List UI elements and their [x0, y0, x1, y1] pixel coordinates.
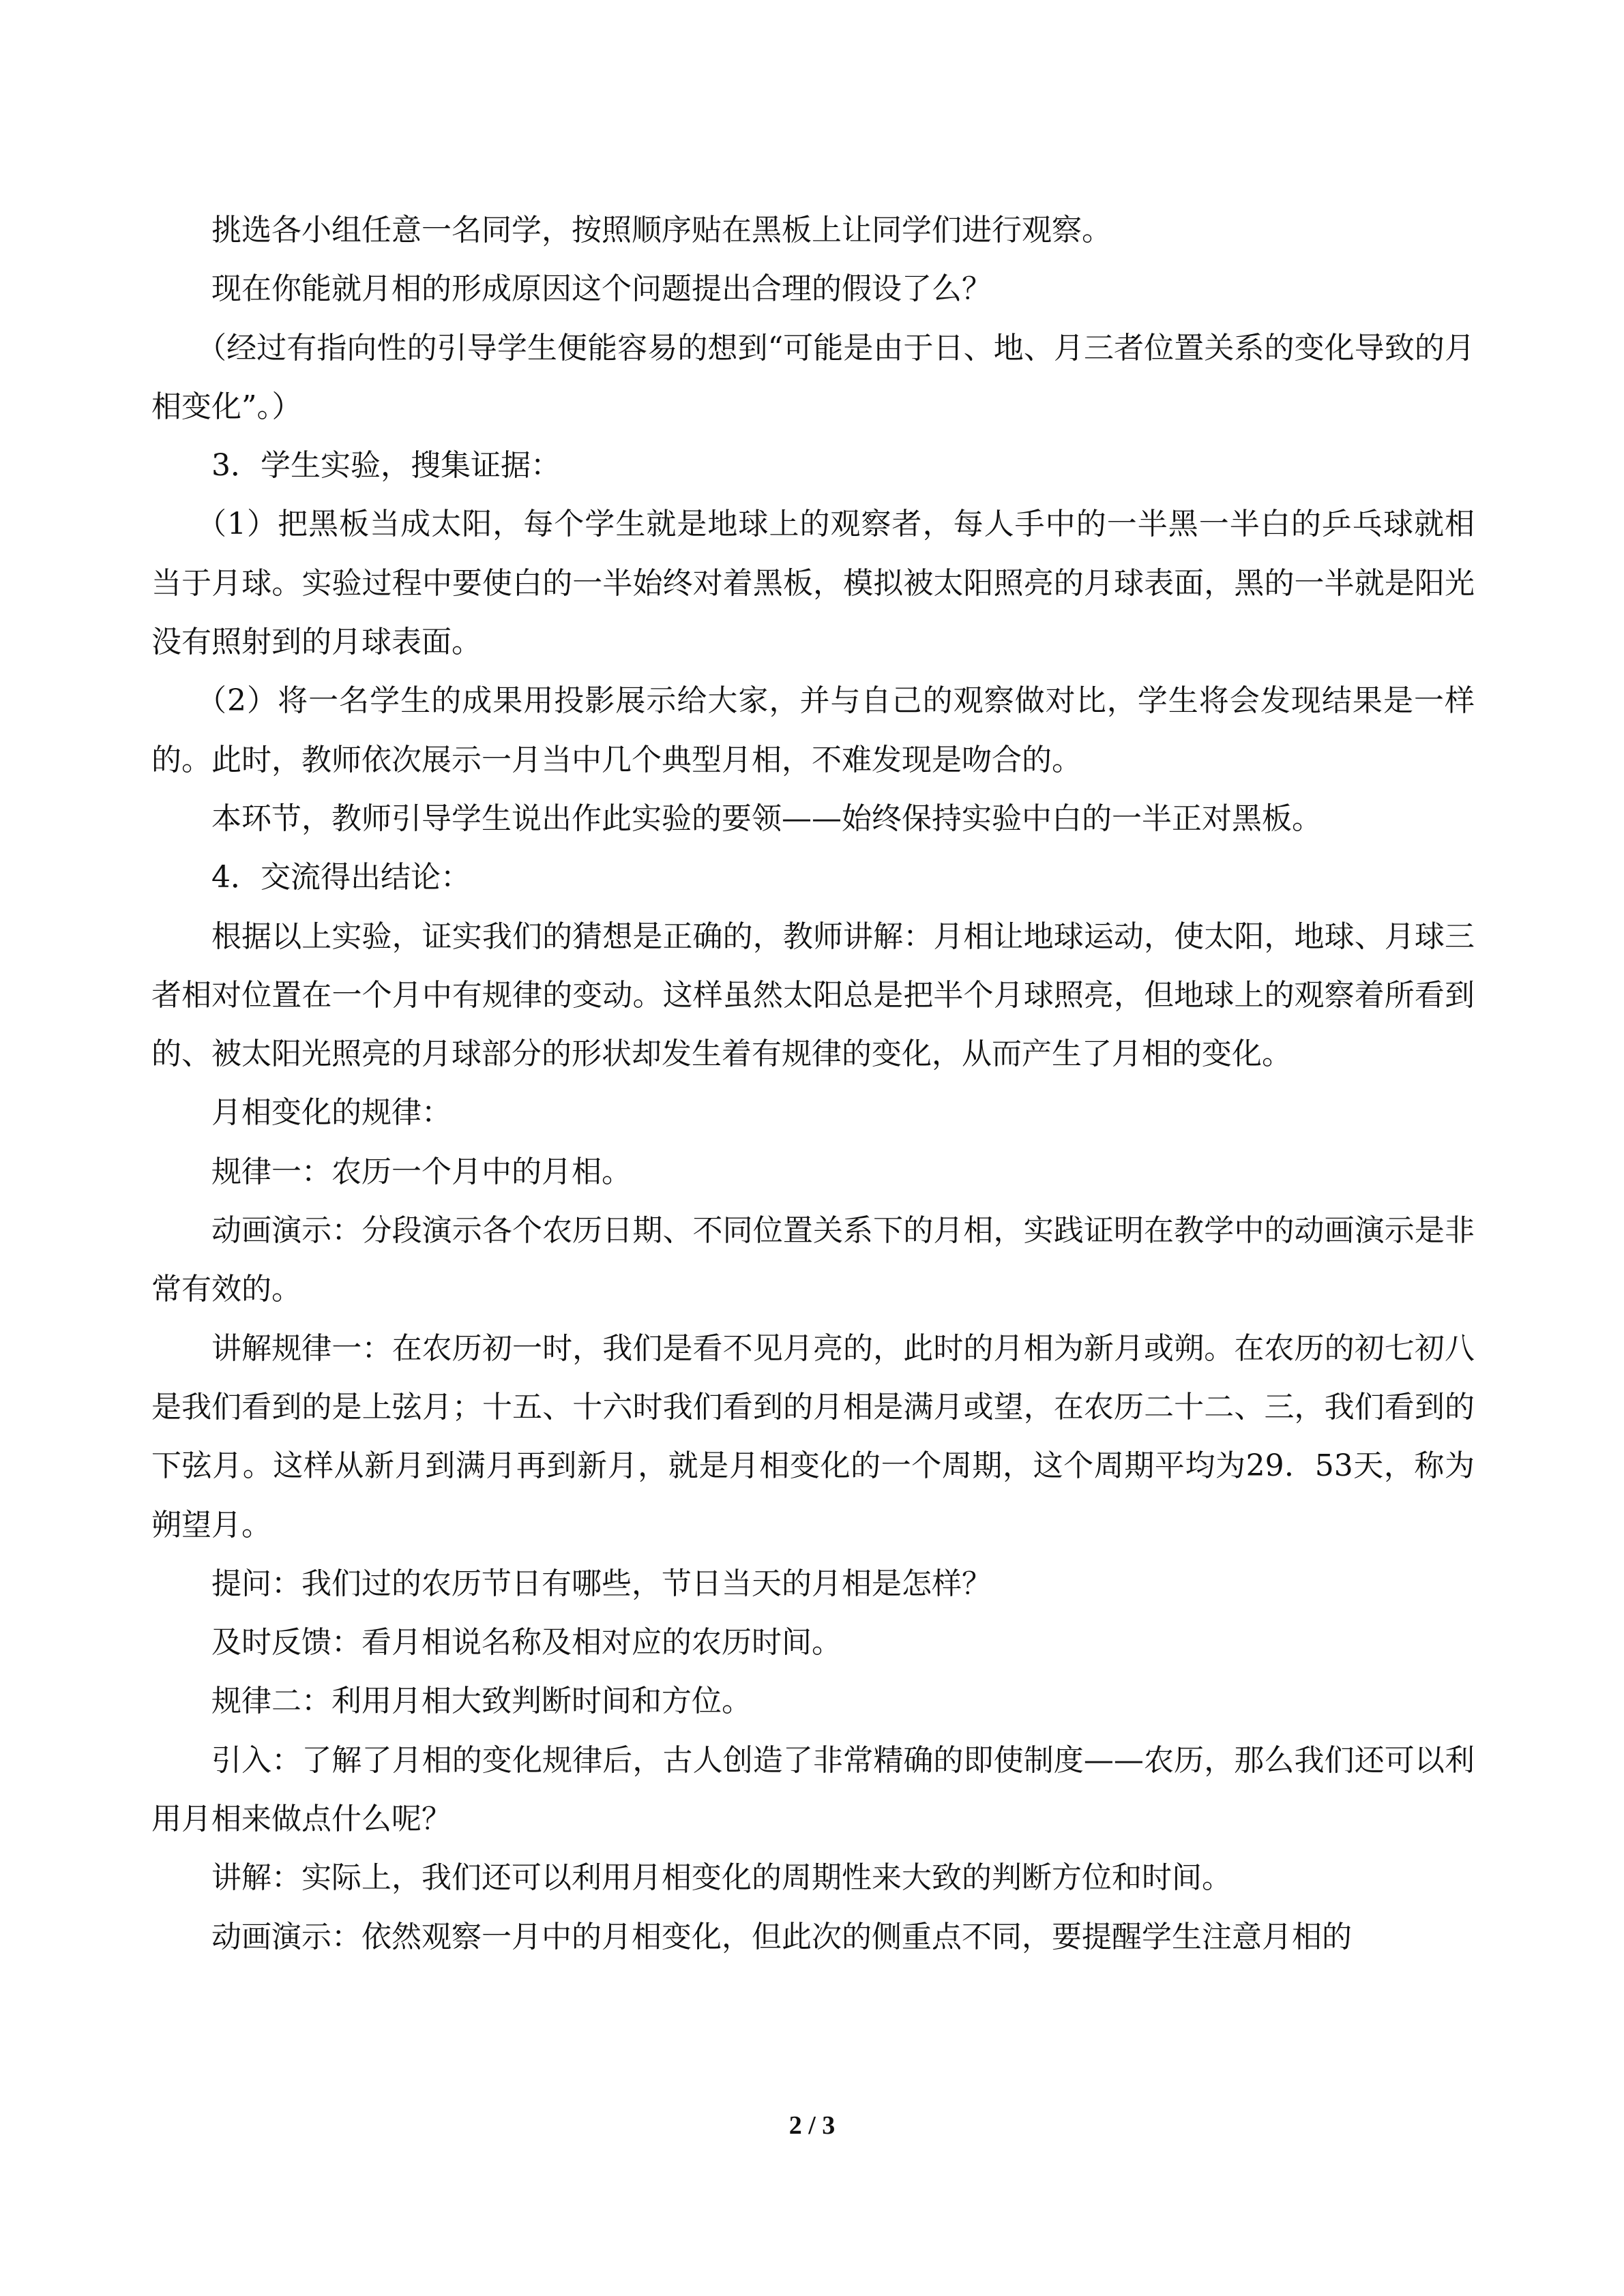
heading-conclusion: 4．交流得出结论： [211, 860, 471, 895]
heading-rule-two: 规律二：利用月相大致判断时间和方位。 [211, 1684, 752, 1719]
paragraph-introduction: 引入：了解了月相的变化规律后，古人创造了非常精确的即使制度——农历，那么我们还可以利用月相来做点什么呢？ [151, 1742, 1475, 1837]
paragraph-experiment-key-point: 本环节，教师引导学生说出作此实验的要领——始终保持实验中白的一半正对黑板。 [211, 801, 1322, 836]
paragraph-animation-demo-2: 动画演示：依然观察一月中的月相变化，但此次的侧重点不同，要提醒学生注意月相的 [211, 1919, 1352, 1954]
heading-student-experiment: 3．学生实验，搜集证据： [211, 448, 561, 483]
paragraph-rule-one-explanation: 讲解规律一：在农历初一时，我们是看不见月亮的，此时的月相为新月或朔。在农历的初七初八是我们看到的是上弦月；十五、十六时我们看到的月相是满月或望，在农历二十二、三，我们看到的下弦月。这样从新月到满月再到新月，就是月相变化的一个周期，这个周期平均为29．53天，称为朔望月。 [151, 1330, 1475, 1542]
paragraph-hypothesis-question: 现在你能就月相的形成原因这个问题提出合理的假设了么？ [211, 271, 992, 307]
paragraph-feedback: 及时反馈：看月相说名称及相对应的农历时间。 [211, 1625, 842, 1660]
page-number: 2 / 3 [788, 2111, 836, 2140]
heading-rule-one: 规律一：农历一个月中的月相。 [211, 1154, 632, 1189]
paragraph-conclusion-explanation: 根据以上实验，证实我们的猜想是正确的，教师讲解：月相让地球运动，使太阳，地球、月球三者相对位置在一个月中有规律的变动。这样虽然太阳总是把半个月球照亮，但地球上的观察着所看到的、被太阳光照亮的月球部分的形状却发生着有规律的变化，从而产生了月相的变化。 [151, 919, 1475, 1072]
paragraph-select-students: 挑选各小组任意一名同学，按照顺序贴在黑板上让同学们进行观察。 [211, 213, 1112, 248]
heading-lunar-phase-rules: 月相变化的规律： [211, 1095, 452, 1131]
paragraph-animation-demo-1: 动画演示：分段演示各个农历日期、不同位置关系下的月相，实践证明在教学中的动画演示是非常有效的。 [151, 1213, 1475, 1307]
paragraph-question-festivals: 提问：我们过的农历节日有哪些，节日当天的月相是怎样？ [211, 1566, 992, 1601]
body-text [151, 201, 1475, 1967]
paragraph-experiment-step-1: （1）把黑板当成太阳，每个学生就是地球上的观察者，每人手中的一半黑一半白的乒乓球就相当于月球。实验过程中要使白的一半始终对着黑板，模拟被太阳照亮的月球表面，黑的一半就是阳光没有照射到的月球表面。 [151, 507, 1475, 660]
paragraph-guided-hypothesis: （经过有指向性的引导学生便能容易的想到“可能是由于日、地、月三者位置关系的变化导致的月相变化”。） [151, 330, 1475, 424]
paragraph-rule-two-explanation: 讲解：实际上，我们还可以利用月相变化的周期性来大致的判断方位和时间。 [211, 1860, 1232, 1896]
paragraph-experiment-step-2: （2）将一名学生的成果用投影展示给大家，并与自己的观察做对比，学生将会发现结果是一样的。此时，教师依次展示一月当中几个典型月相，不难发现是吻合的。 [151, 683, 1475, 777]
